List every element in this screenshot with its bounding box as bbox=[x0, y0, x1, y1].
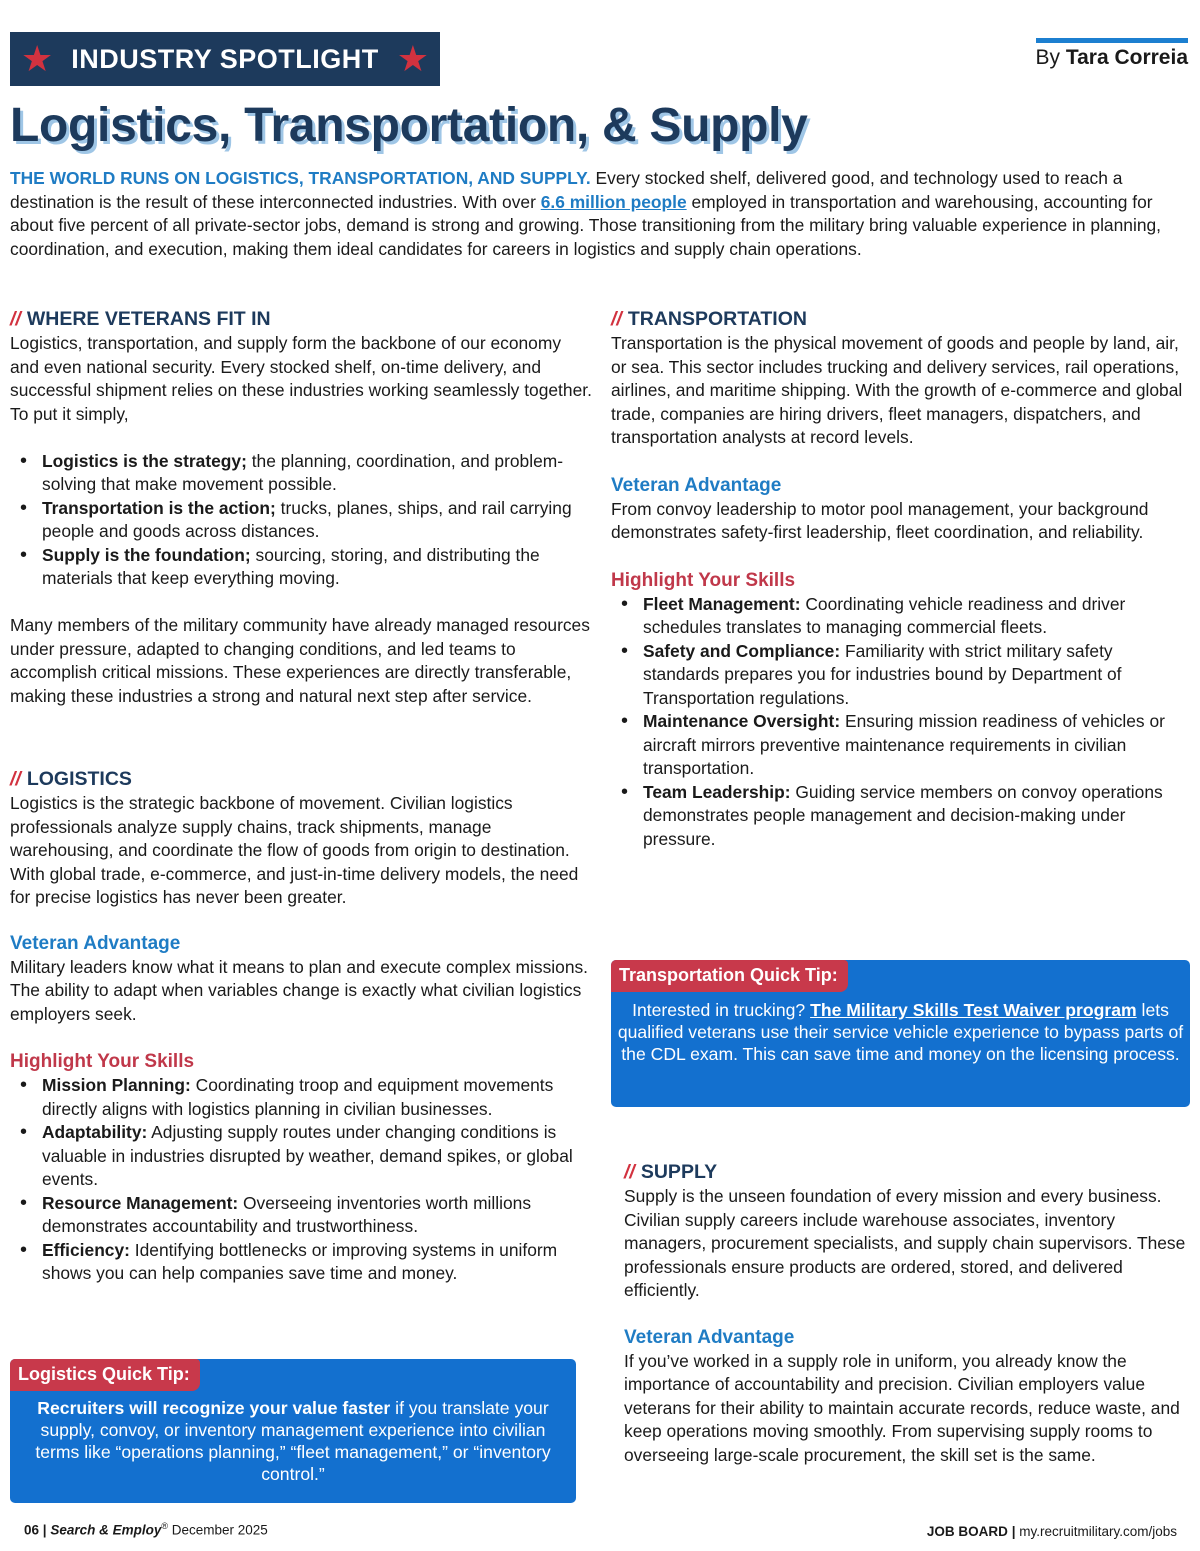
section-heading-transportation: // TRANSPORTATION bbox=[611, 308, 807, 330]
section-heading-veterans: // WHERE VETERANS FIT IN bbox=[10, 308, 271, 330]
industry-spotlight-banner bbox=[10, 32, 440, 86]
list-item: • Resource Management: Overseeing inventories worth millions demonstrates accountability and trustworthiness. bbox=[10, 1192, 594, 1239]
section-slash: // bbox=[624, 1161, 635, 1183]
byline bbox=[1035, 46, 1188, 70]
list-item: • Logistics is the strategy; the planning, coordination, and problem-solving that make movement possible. bbox=[10, 450, 594, 497]
page-title: Logistics, Transportation, & Supply bbox=[10, 99, 808, 152]
list-item: • Adaptability: Adjusting supply routes under changing conditions is valuable in industries disrupted by weather, demand spikes, or global events. bbox=[10, 1121, 594, 1192]
list-item: • Team Leadership: Guiding service members on convoy operations demonstrates people management and decision-making under pressure. bbox=[611, 781, 1191, 852]
list-item: • Safety and Compliance: Familiarity with strict military safety standards prepares you for industries bound by Department of Transportation regulations. bbox=[611, 640, 1191, 711]
supply-paragraph: Supply is the unseen foundation of every mission and every business. Civilian supply careers include warehouse associates, inventory managers, procurement specialists, and supply chain supervisors. These professionals ensure products are ordered, stored, and delivered efficiently. bbox=[624, 1186, 1186, 1300]
employment-stat-link[interactable]: 6.6 million people bbox=[540, 191, 687, 212]
logistics-advantage-text: Military leaders know what it means to plan and execute complex missions. The ability to adapt when variables change is exactly what civilian logistics employers seek. bbox=[10, 956, 589, 1024]
tip-label: Logistics Quick Tip: bbox=[10, 1359, 200, 1391]
section-heading-supply: // SUPPLY bbox=[624, 1161, 718, 1183]
veterans-paragraph-2: Many members of the military community have already managed resources under pressure, adapted to changing conditions, and led teams to accomplish critical missions. These experiences are directly transferable, making these industries a strong and natural next step after service. bbox=[10, 615, 590, 706]
transportation-skills-list bbox=[611, 593, 1191, 852]
intro-lead: THE WORLD RUNS ON LOGISTICS, TRANSPORTATION, AND SUPPLY. bbox=[10, 168, 591, 188]
supply-advantage-heading: Veteran Advantage bbox=[624, 1326, 795, 1348]
tip-text: Interested in trucking? The Military Skills Test Waiver program lets qualified veterans use their service vehicle experience to bypass parts of the CDL exam. This can save time and money on the licensing process. bbox=[617, 1000, 1184, 1064]
author-name: Tara Correia bbox=[1065, 46, 1188, 69]
byline-accent-bar bbox=[1036, 38, 1188, 43]
logistics-advantage-heading: Veteran Advantage bbox=[10, 932, 181, 954]
veterans-bullet-list bbox=[10, 450, 594, 591]
intro-text-1: Every stocked shelf, delivered good, and technology used to reach a destination is the result of these interconnected industries. With over bbox=[10, 168, 1123, 212]
logistics-section bbox=[10, 766, 594, 1286]
supply-section bbox=[624, 1159, 1190, 1467]
skills-test-waiver-link[interactable]: The Military Skills Test Waiver program bbox=[810, 1000, 1137, 1020]
star-icon: ★ bbox=[396, 38, 430, 79]
footer-issue: 06 | Search & Employ® December 2025 bbox=[24, 1521, 268, 1538]
list-item: • Maintenance Oversight: Ensuring mission readiness of vehicles or aircraft mirrors preventive maintenance requirements in civilian transportation. bbox=[611, 710, 1191, 781]
list-item: • Fleet Management: Coordinating vehicle readiness and driver schedules translates to managing commercial fleets. bbox=[611, 593, 1191, 640]
footer-job-board: JOB BOARD | my.recruitmilitary.com/jobs bbox=[926, 1524, 1177, 1539]
job-board-link[interactable]: my.recruitmilitary.com/jobs bbox=[1019, 1524, 1177, 1539]
veterans-section bbox=[10, 306, 594, 708]
section-heading-logistics: // LOGISTICS bbox=[10, 768, 132, 790]
intro-paragraph bbox=[10, 167, 1190, 261]
logistics-paragraph: Logistics is the strategic backbone of movement. Civilian logistics professionals analyze supply chains, track shipments, manage warehousing, and coordinate the flow of goods from origin to destination. With global trade, e-commerce, and just-in-time delivery models, the need for precise logistics has never been greater. bbox=[10, 793, 579, 907]
transportation-advantage-text: From convoy leadership to motor pool management, your background demonstrates safety-first leadership, fleet coordination, and reliability. bbox=[611, 498, 1149, 542]
transportation-section bbox=[611, 306, 1191, 851]
intro-text-2: employed in transportation and warehousing, accounting for about five percent of all private-sector jobs, demand is strong and growing. Those transitioning from the military bring valuable experience in planning, coordination, and execution, making them ideal candidates for careers in logistics and supply chain operations. bbox=[10, 191, 1161, 259]
list-item: • Transportation is the action; trucks, planes, ships, and rail carrying people and goods across distances. bbox=[10, 497, 594, 544]
banner-label: INDUSTRY SPOTLIGHT bbox=[71, 43, 379, 74]
transportation-advantage-heading: Veteran Advantage bbox=[611, 474, 782, 496]
list-item: • Mission Planning: Coordinating troop and equipment movements directly aligns with logistics planning in civilian businesses. bbox=[10, 1074, 594, 1121]
logistics-quick-tip bbox=[10, 1359, 576, 1503]
transportation-paragraph: Transportation is the physical movement of goods and people by land, air, or sea. This sector includes trucking and delivery services, rail operations, airlines, and maritime shipping. With the growth of e-commerce and global trade, companies are hiring drivers, fleet managers, dispatchers, and transportation analysts at record levels. bbox=[611, 333, 1183, 447]
list-item: • Efficiency: Identifying bottlenecks or improving systems in uniform shows you can help companies save time and money. bbox=[10, 1239, 594, 1286]
transportation-skills-heading: Highlight Your Skills bbox=[611, 569, 796, 591]
logistics-skills-list bbox=[10, 1074, 594, 1286]
byline-prefix: By bbox=[1035, 46, 1060, 69]
logistics-skills-heading: Highlight Your Skills bbox=[10, 1051, 195, 1072]
section-slash: // bbox=[10, 308, 21, 330]
supply-advantage-text: If you’ve worked in a supply role in uniform, you already know the importance of accountability and precision. Civilian employers value veterans for their ability to maintain accurate records, reduce waste, and keep operations moving smoothly. From supervising supply rooms to overseeing large-scale procurement, the skill set is the same. bbox=[624, 1350, 1180, 1465]
veterans-paragraph-1: Logistics, transportation, and supply form the backbone of our economy and even national security. Every stocked shelf, on-time delivery, and successful shipment relies on these industries working seamlessly together. To put it simply, bbox=[10, 333, 592, 424]
tip-text: Recruiters will recognize your value faster if you translate your supply, convoy, or inventory management experience into civilian terms like “operations planning,” “fleet management,” or “inventory control.” bbox=[35, 1398, 551, 1484]
star-icon: ★ bbox=[20, 38, 54, 79]
transportation-quick-tip bbox=[611, 960, 1190, 1107]
section-slash: // bbox=[10, 768, 21, 790]
section-slash: // bbox=[611, 308, 622, 330]
list-item: • Supply is the foundation; sourcing, storing, and distributing the materials that keep everything moving. bbox=[10, 544, 594, 591]
tip-label: Transportation Quick Tip: bbox=[611, 960, 848, 992]
